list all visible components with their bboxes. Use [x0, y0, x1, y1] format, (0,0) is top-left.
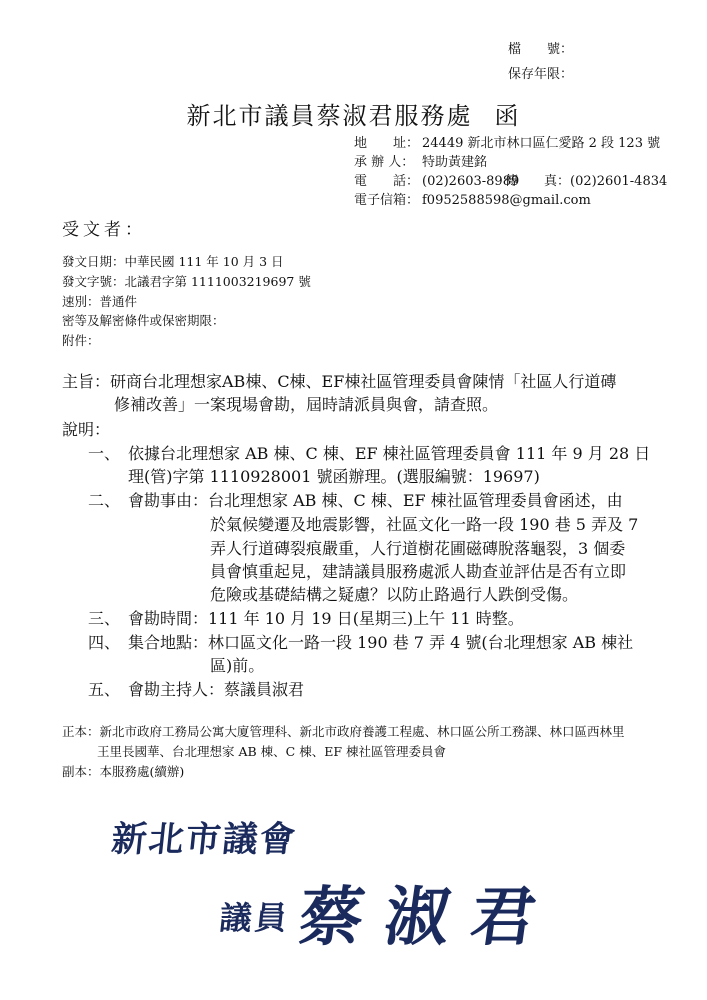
subject-line-1: 主旨：研商台北理想家AB棟、C棟、EF棟社區管理委員會陳情「社區人行道磚 — [62, 372, 617, 391]
item-5-number: 五、 — [88, 680, 121, 699]
original-recipients-line-2: 王里長國華、台北理想家 AB 棟、C 棟、EF 棟社區管理委員會 — [97, 744, 446, 759]
address-row — [354, 134, 660, 153]
attachment: 附件： — [62, 333, 100, 348]
phone-label: 電 話： — [354, 174, 420, 189]
item-3-line-1: 會勘時間：111 年 10 月 19 日(星期三)上午 11 時整。 — [128, 609, 524, 628]
issue-date: 發文日期：中華民國 111 年 10 月 3 日 — [62, 254, 284, 269]
office-name: 新北市議員蔡淑君服務處 — [186, 102, 473, 130]
original-recipients-line-1: 正本：新北市政府工務局公寓大廈管理科、新北市政府養護工程處、林口區公所工務課、林口區西林里 — [62, 724, 625, 739]
item-1-line-1: 依據台北理想家 AB 棟、C 棟、EF 棟社區管理委員會 111 年 9 月 28 日 — [128, 444, 651, 463]
retention-period-label: 保存年限： — [508, 67, 574, 82]
delivery-speed: 速別：普通件 — [62, 294, 138, 309]
email-value: f0952588598@gmail.com — [422, 193, 591, 208]
councilor-title-seal: 議員 — [217, 899, 292, 937]
item-1-line-2: 理(管)字第 1110928001 號函辦理。(選服編號：19697) — [128, 467, 540, 486]
item-2-line-5: 危險或基礎結構之疑慮？以防止路過行人跌倒受傷。 — [210, 585, 579, 604]
fax-label: 傳 真： — [505, 174, 571, 189]
document-number: 發文字號：北議君字第 1111003219697 號 — [62, 274, 311, 289]
item-4-number: 四、 — [88, 633, 121, 652]
item-2-line-4: 員會慎重起見，建請議員服務處派人勘查並評估是否有立即 — [210, 562, 627, 581]
item-2-line-2: 於氣候變遷及地震影響，社區文化一路一段 190 巷 5 弄及 7 — [210, 515, 639, 534]
phone-value: (02)2603-8989 — [422, 174, 520, 189]
explanation-label: 說明： — [62, 420, 111, 439]
item-2-line-3: 弄人行道磚裂痕嚴重，人行道樹花圃磁磚脫落龜裂，3 個委 — [210, 539, 626, 558]
classification: 密等及解密條件或保密期限： — [62, 313, 225, 328]
item-4-line-2: 區)前。 — [210, 656, 265, 675]
address-value: 24449 新北市林口區仁愛路 2 段 123 號 — [422, 136, 661, 151]
item-4-line-1: 集合地點：林口區文化一路一段 190 巷 7 弄 4 號(台北理想家 AB 棟社 — [128, 633, 634, 652]
subject-line-2: 修補改善」一案現場會勘，屆時請派員與會，請查照。 — [114, 395, 499, 414]
council-seal: 新北市議會 — [109, 819, 299, 860]
email-row — [354, 191, 591, 210]
document-type: 函 — [494, 102, 521, 130]
fax-row — [505, 172, 667, 191]
file-number-label: 檔 號： — [508, 42, 574, 57]
handler-value: 特助黃建銘 — [422, 155, 488, 170]
item-5-line-1: 會勘主持人：蔡議員淑君 — [128, 680, 305, 699]
document-title — [0, 96, 707, 131]
phone-row — [354, 172, 519, 191]
handler-label: 承 辦 人： — [354, 155, 415, 170]
item-1-number: 一、 — [88, 444, 121, 463]
item-3-number: 三、 — [88, 609, 121, 628]
fax-value: (02)2601-4834 — [570, 174, 668, 189]
councilor-name-seal: 蔡淑君 — [293, 880, 563, 955]
item-2-line-1: 會勘事由：台北理想家 AB 棟、C 棟、EF 棟社區管理委員會函述，由 — [128, 491, 623, 510]
item-2-number: 二、 — [88, 491, 121, 510]
address-label: 地 址： — [354, 136, 420, 151]
recipient-label: 受文者： — [62, 220, 146, 240]
email-label: 電子信箱： — [354, 193, 420, 208]
handler-row — [354, 153, 487, 172]
copy-recipients: 副本：本服務處(續辦) — [62, 764, 185, 779]
